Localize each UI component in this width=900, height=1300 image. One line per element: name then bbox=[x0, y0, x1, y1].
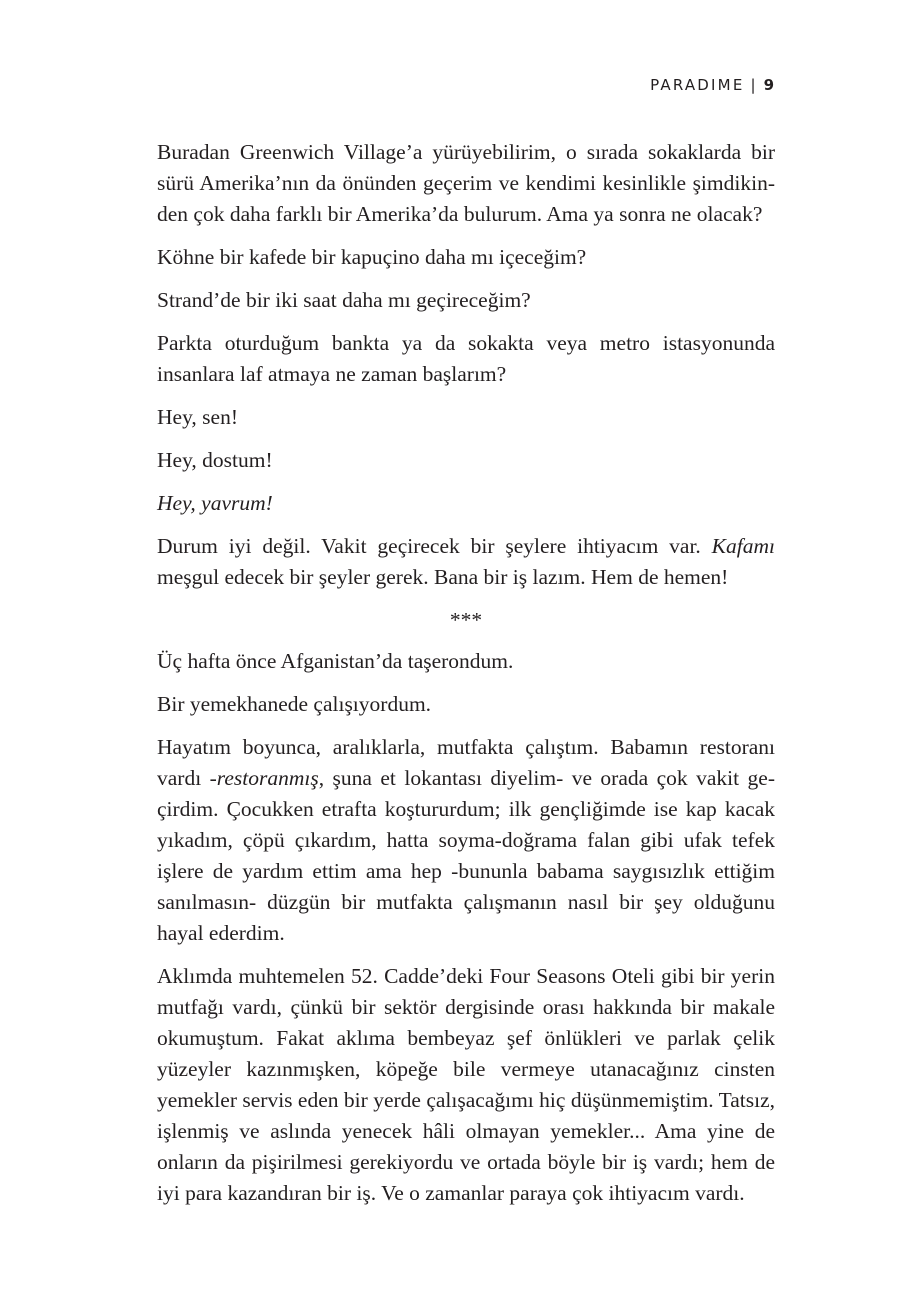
paragraph: Üç hafta önce Afganistan’da taşerondum. bbox=[157, 649, 514, 673]
running-header bbox=[650, 76, 774, 94]
section-separator: *** bbox=[449, 608, 483, 632]
paragraph: Strand’de bir iki saat daha mı geçireceğim? bbox=[157, 288, 531, 312]
page-number: 9 bbox=[763, 76, 774, 94]
dialogue-line-italic bbox=[157, 488, 775, 519]
italic-text: restoranmış bbox=[216, 766, 319, 790]
paragraph: Bir yemekhanede çalışıyordum. bbox=[157, 692, 432, 716]
paragraph: Buradan Greenwich Village’a yürüyebilirim, o sırada sokaklarda bir sürü Amerika’nın da önünden geçerim ve kendimi kesinlikle şimdikinden çok daha farklı bir Amerika’da bulurum. Ama ya sonra ne olacak? bbox=[157, 140, 775, 226]
italic-text: Kafamı bbox=[711, 534, 775, 558]
text-run: , şuna et lokantası diyelim- ve orada çok vakit geçirdim. Çocukken etrafta koştururdum; ilk gençliğimde ise kap kacak yıkadım, çöpü çıkardım, hatta soyma-doğrama falan gibi ufak tefek işlere de yardım ettim ama hep -bununla babama saygısızlık ettiğim sanılmasın- düzgün bir mutfakta çalışmanın nasıl bir şey olduğunu hayal ederdim. bbox=[157, 766, 775, 945]
paragraph: Köhne bir kafede bir kapuçino daha mı içeceğim? bbox=[157, 245, 587, 269]
dialogue-line: Hey, sen! bbox=[157, 405, 238, 429]
text-run: Durum iyi değil. Vakit geçirecek bir şeylere ihtiyacım var. bbox=[157, 534, 712, 558]
paragraph: Parkta oturduğum bankta ya da sokakta veya metro istasyonunda insanlara laf atmaya ne zaman başlarım? bbox=[157, 331, 775, 386]
paragraph: Aklımda muhtemelen 52. Cadde’deki Four Seasons Oteli gibi bir yerin mutfağı vardı, çünkü bir sektör dergisinde orası hakkında bir makale okumuştum. Fakat aklıma bembeyaz şef önlükleri ve parlak çelik yüzeyler kazınmışken, köpeğe bile vermeye utanacağınız cinsten yemekler servis eden bir yerde çalışacağımı hiç düşünmemiştim. Tatsız, işlenmiş ve aslında yenecek hâli olmayan yemekler... Ama yine de onların da pişirilmesi gerekiyordu ve ortada böyle bir iş vardı; hem de iyi para kazandıran bir iş. Ve o zamanlar paraya çok ihtiyacım vardı. bbox=[157, 964, 775, 1205]
italic-text: Hey, yavrum! bbox=[157, 491, 273, 515]
header-separator: | bbox=[750, 76, 756, 94]
paragraph bbox=[157, 732, 775, 949]
text-run: meşgul edecek bir şeyler gerek. Bana bir iş lazım. Hem de hemen! bbox=[157, 565, 729, 589]
page-body bbox=[157, 137, 775, 1221]
dialogue-line: Hey, dostum! bbox=[157, 448, 273, 472]
text-run: Hayatım boyunca, aralıklarla, mutfakta çalıştım. Babamın restoranı vardı - bbox=[157, 735, 775, 790]
paragraph bbox=[157, 531, 775, 593]
book-title: PARADIME bbox=[650, 76, 745, 94]
